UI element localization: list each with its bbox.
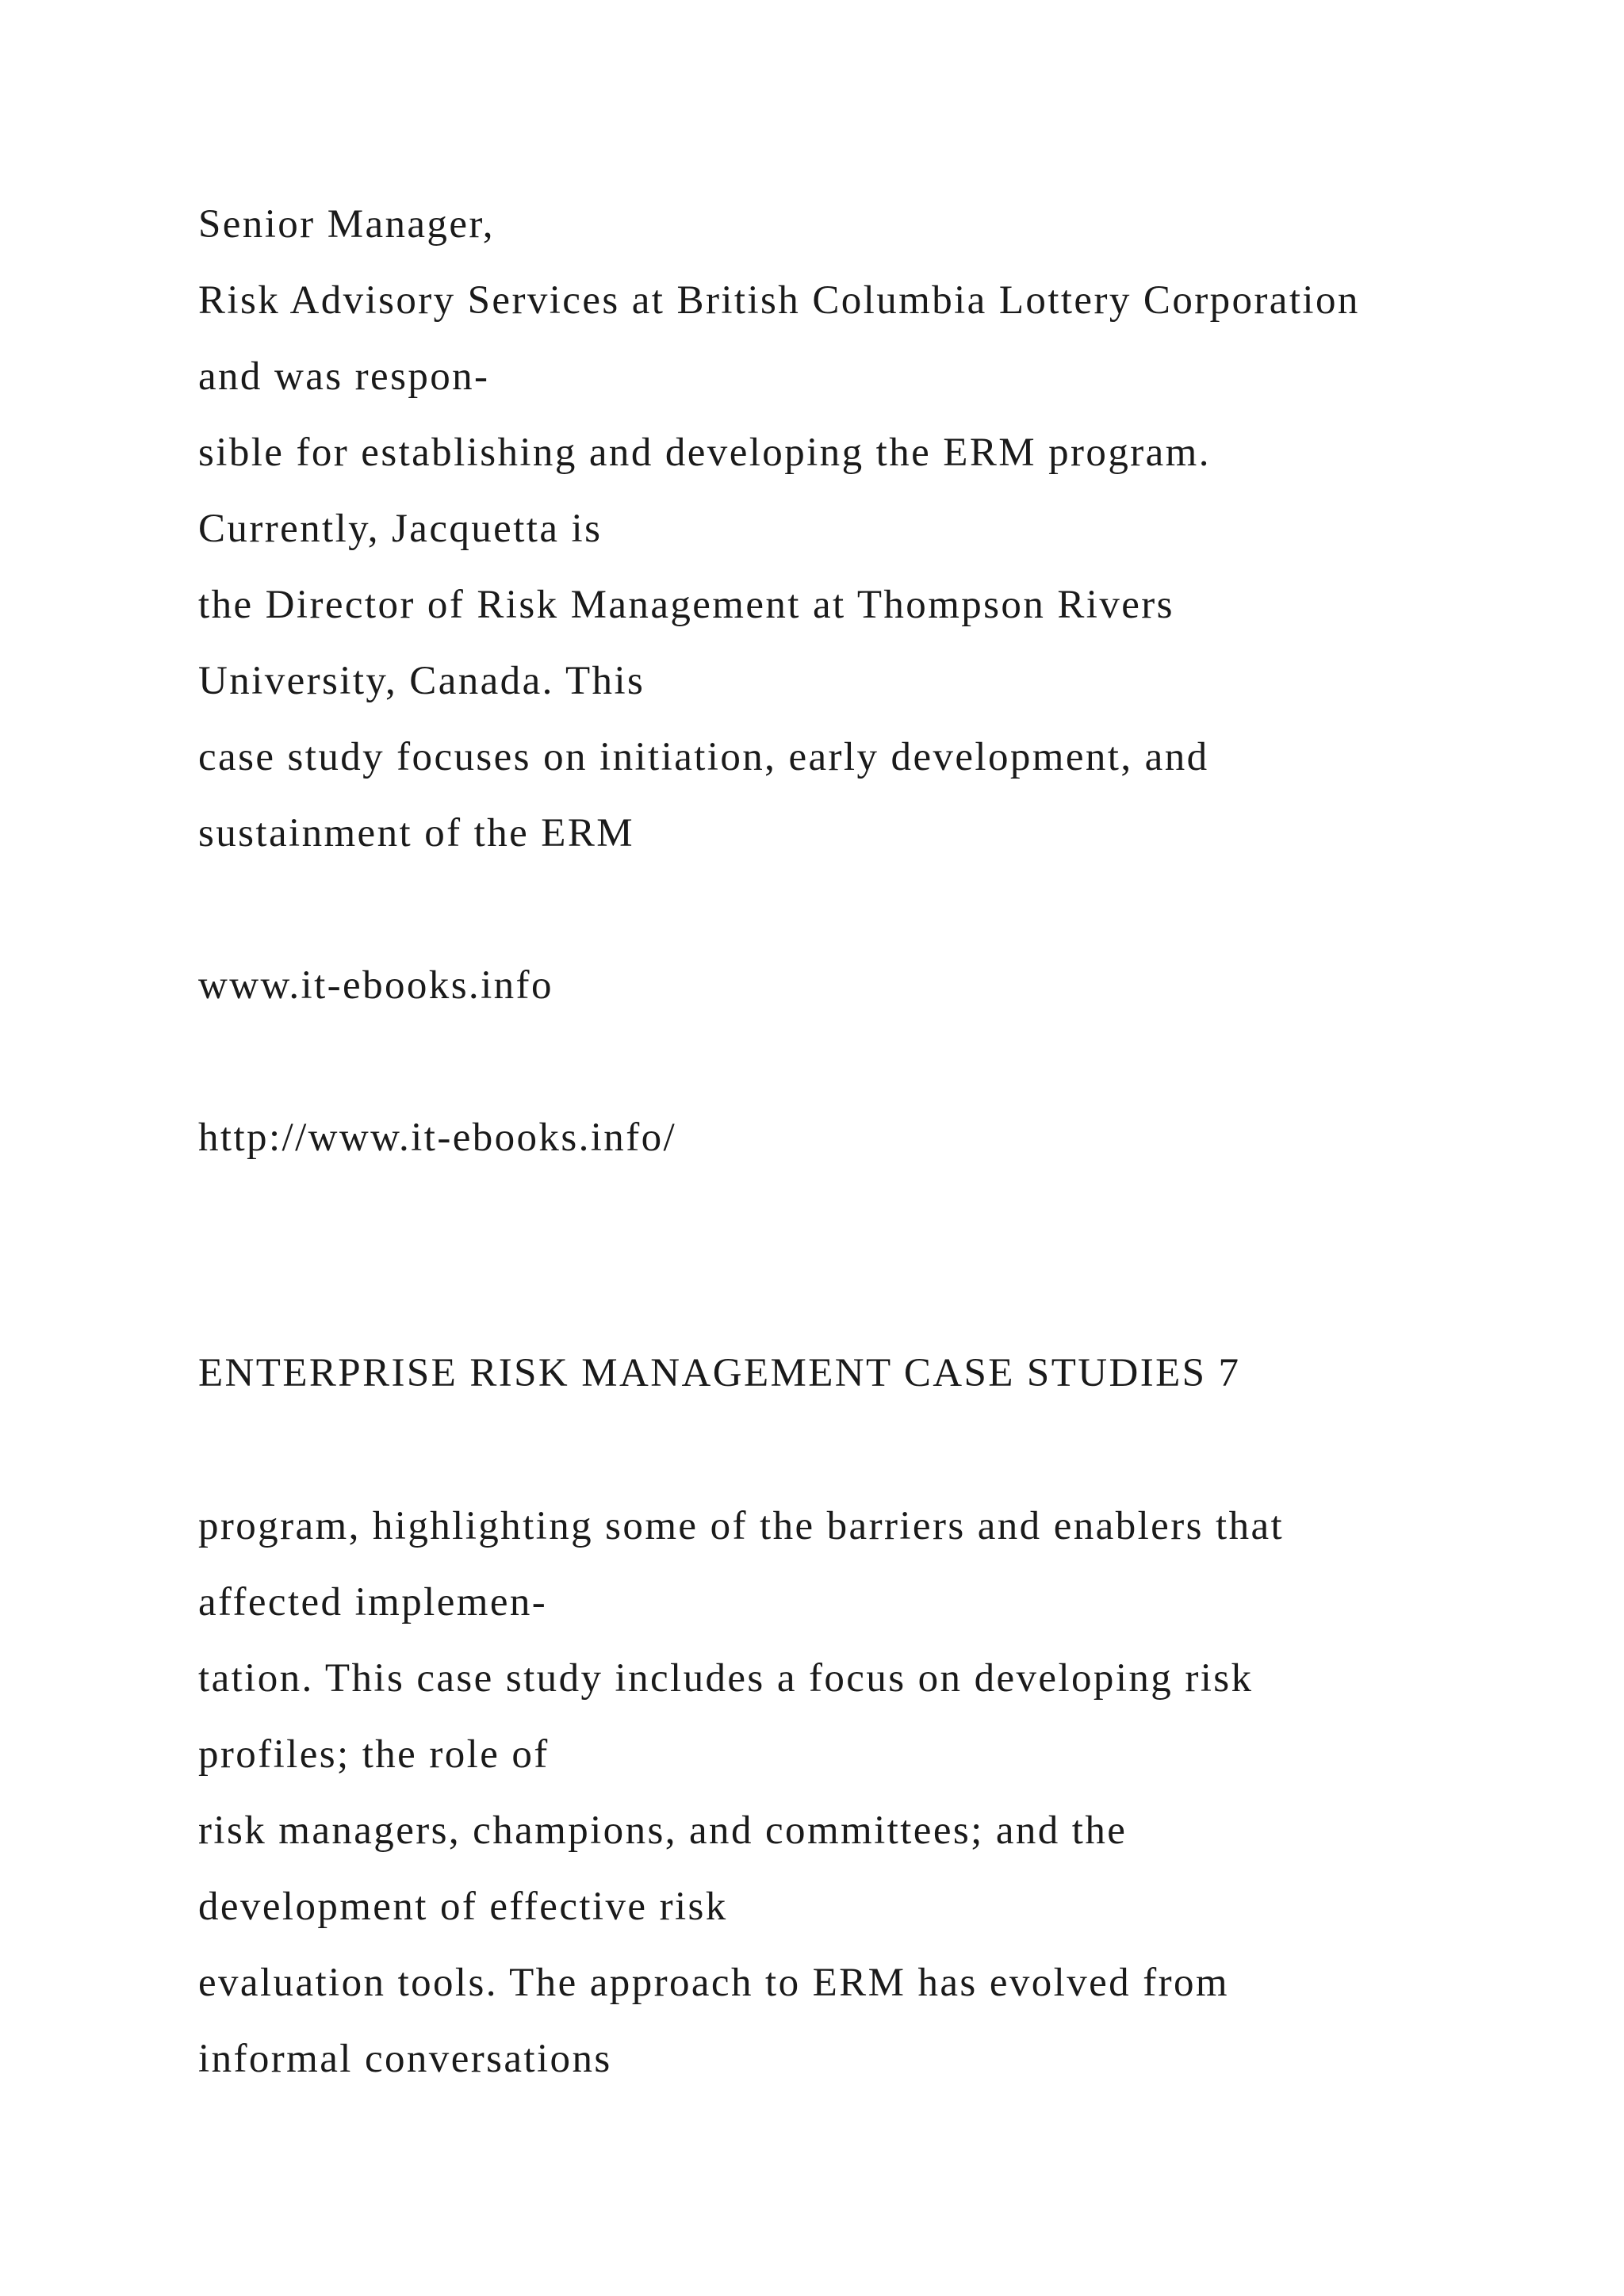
source-link[interactable]: http://www.it-ebooks.info/ bbox=[198, 1115, 677, 1160]
text-line: affected implemen- bbox=[198, 1580, 548, 1624]
text-line: and was respon- bbox=[198, 354, 490, 399]
text-line: Senior Manager, bbox=[198, 202, 495, 247]
text-line: evaluation tools. The approach to ERM has evolved from bbox=[198, 1961, 1229, 2005]
source-url: www.it-ebooks.info bbox=[198, 963, 553, 1008]
text-line: Currently, Jacquetta is bbox=[198, 507, 603, 551]
text-line: informal conversations bbox=[198, 2037, 612, 2081]
text-line: University, Canada. This bbox=[198, 659, 645, 703]
text-line: case study focuses on initiation, early development, and bbox=[198, 735, 1209, 779]
text-line: sustainment of the ERM bbox=[198, 811, 635, 855]
text-line: sible for establishing and developing the ERM program. bbox=[198, 430, 1211, 475]
text-line: Risk Advisory Services at British Columbia Lottery Corporation bbox=[198, 278, 1360, 323]
text-line: tation. This case study includes a focus on developing risk bbox=[198, 1656, 1254, 1701]
text-line: risk managers, champions, and committees; and the bbox=[198, 1808, 1128, 1853]
text-line: the Director of Risk Management at Thompson Rivers bbox=[198, 583, 1174, 627]
text-line: development of effective risk bbox=[198, 1885, 728, 1929]
text-line: program, highlighting some of the barriers and enablers that bbox=[198, 1504, 1285, 1548]
running-header: ENTERPRISE RISK MANAGEMENT CASE STUDIES 7 bbox=[198, 1351, 1241, 1395]
text-line: profiles; the role of bbox=[198, 1732, 550, 1777]
